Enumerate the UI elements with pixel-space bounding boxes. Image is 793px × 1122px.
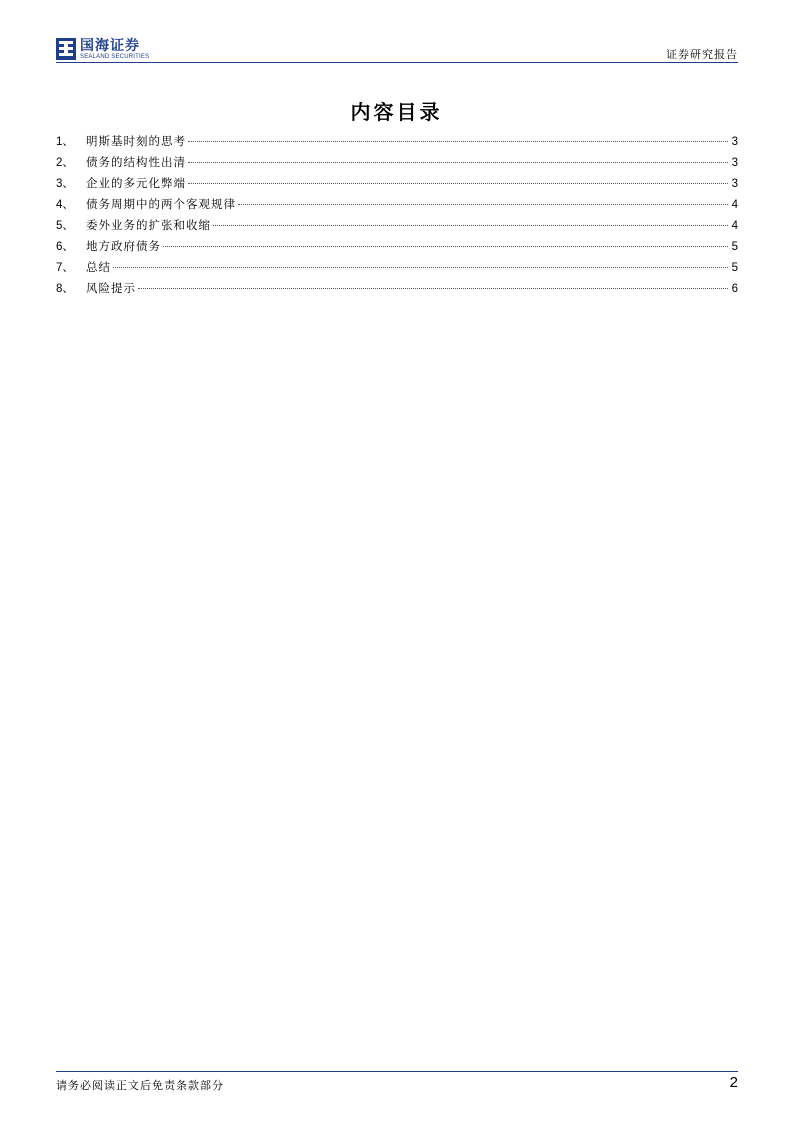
toc-entry-number: 5、 <box>56 220 74 232</box>
page-number: 2 <box>729 1074 738 1091</box>
header-divider <box>56 62 738 63</box>
toc-dot-leader <box>188 162 728 163</box>
toc-entry-page: 5 <box>731 262 738 274</box>
toc-entry[interactable] <box>56 196 738 217</box>
toc-entry-label: 债务的结构性出清 <box>86 155 186 169</box>
toc-entry-page: 3 <box>731 136 738 148</box>
toc-entry-number: 1、 <box>56 136 74 148</box>
toc-entry-page: 6 <box>731 283 738 295</box>
toc-title: 内容目录 <box>350 100 443 124</box>
toc-entry-label: 委外业务的扩张和收缩 <box>86 218 211 232</box>
toc-entry[interactable] <box>56 217 738 238</box>
toc-dot-leader <box>188 141 728 142</box>
toc-entry-page: 3 <box>731 157 738 169</box>
toc-dot-leader <box>113 267 728 268</box>
report-type-label: 证券研究报告 <box>666 48 738 61</box>
sealand-logo-icon <box>56 38 76 60</box>
toc-entry-number: 8、 <box>56 283 74 295</box>
toc-entry-number: 3、 <box>56 178 74 190</box>
toc-entry[interactable] <box>56 259 738 280</box>
disclaimer-text: 请务必阅读正文后免责条款部分 <box>56 1079 224 1092</box>
toc-entry-label: 债务周期中的两个客观规律 <box>86 197 236 211</box>
toc-entry-page: 4 <box>731 220 738 232</box>
toc-entry[interactable] <box>56 238 738 259</box>
toc-entry-label: 地方政府债务 <box>86 239 161 253</box>
toc-dot-leader <box>238 204 728 205</box>
toc-entry[interactable] <box>56 154 738 175</box>
toc-entry-number: 6、 <box>56 241 74 253</box>
table-of-contents <box>56 133 738 301</box>
toc-entry-label: 风险提示 <box>86 281 136 295</box>
toc-entry[interactable] <box>56 175 738 196</box>
toc-dot-leader <box>188 183 728 184</box>
toc-entry[interactable] <box>56 280 738 301</box>
toc-entry-label: 总结 <box>86 260 111 274</box>
logo-chinese-name: 国海证券 <box>80 37 140 54</box>
toc-entry-number: 4、 <box>56 199 74 211</box>
toc-entry-label: 企业的多元化弊端 <box>86 176 186 190</box>
toc-entry-page: 4 <box>731 199 738 211</box>
toc-entry-number: 7、 <box>56 262 74 274</box>
company-logo <box>56 36 149 62</box>
logo-english-name: SEALAND SECURITIES <box>80 53 150 60</box>
toc-entry[interactable] <box>56 133 738 154</box>
toc-entry-page: 3 <box>731 178 738 190</box>
toc-entry-label: 明斯基时刻的思考 <box>86 134 186 148</box>
toc-entry-number: 2、 <box>56 157 74 169</box>
toc-entry-page: 5 <box>731 241 738 253</box>
toc-dot-leader <box>138 288 728 289</box>
toc-dot-leader <box>163 246 728 247</box>
footer-divider <box>56 1071 738 1072</box>
toc-dot-leader <box>213 225 728 226</box>
page-header <box>56 36 738 64</box>
